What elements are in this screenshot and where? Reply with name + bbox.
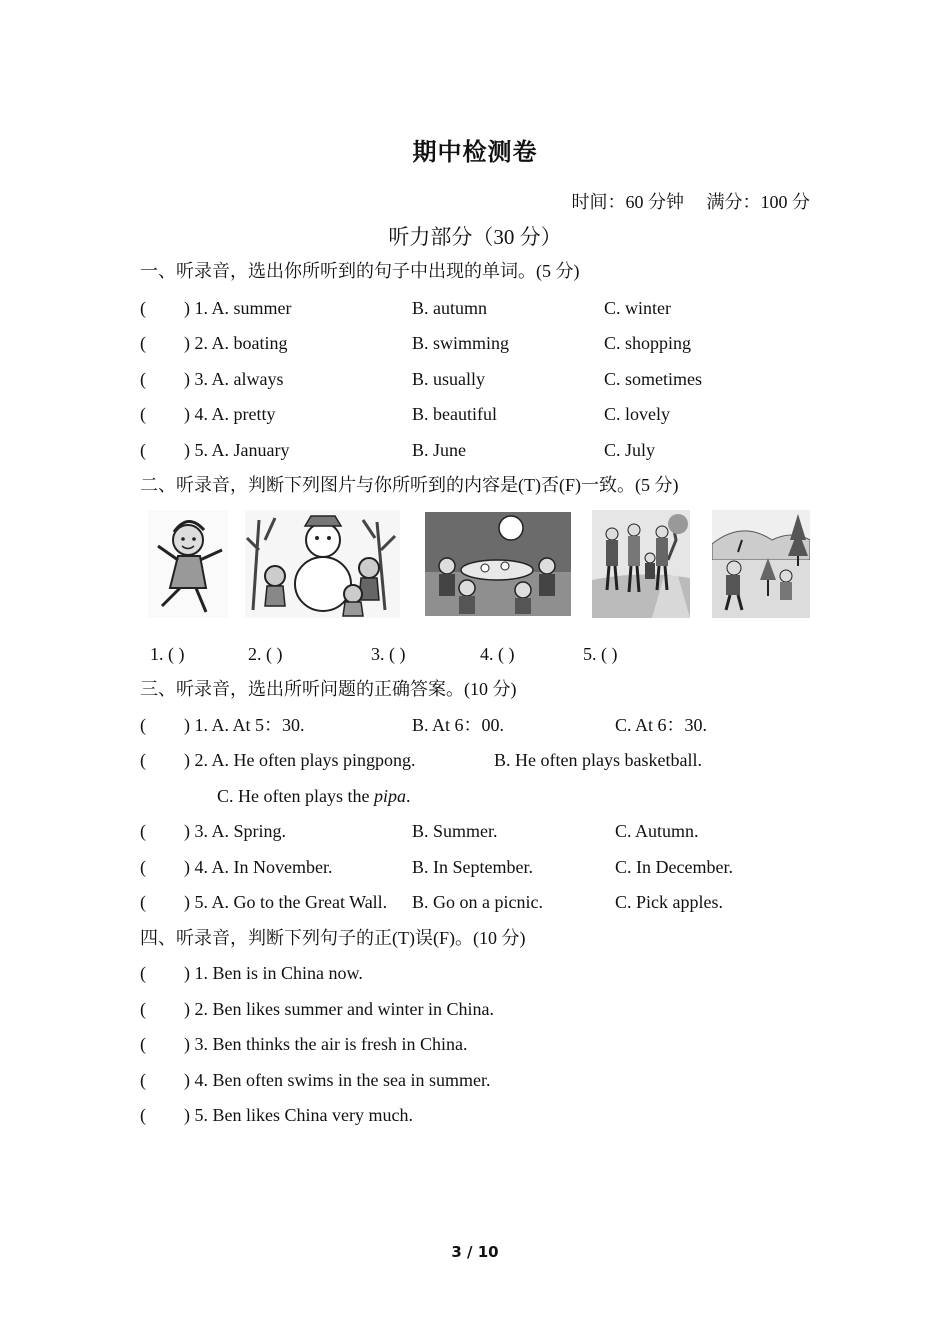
page-number: 3 / 10 [451,1243,499,1261]
answer-paren-close: ) [184,298,190,318]
question-row [140,437,740,463]
option-a: 3. A. always [194,369,284,389]
planting-trees-picture [712,510,810,618]
picture-answer: 3. ( ) [371,644,406,664]
question-row [140,818,760,844]
answer-paren-close: ) [184,892,190,912]
option-b: B. beautiful [412,404,497,424]
question-row [140,854,760,880]
option-c: C. Pick apples. [615,892,723,912]
statement-row [140,996,494,1022]
option-a: 2. A. boating [194,333,288,353]
answer-paren-open: ( [140,857,146,877]
statement-row [140,1067,490,1093]
answer-paren-open: ( [140,1070,146,1090]
question-row [140,366,740,392]
exam-meta [554,188,811,214]
question-row [140,712,760,738]
answer-paren-open: ( [140,1034,146,1054]
answer-paren-close: ) [184,963,190,983]
section-3-heading: 三、听录音，选出所听问题的正确答案。(10 分) [140,679,517,699]
answer-paren-open: ( [140,892,146,912]
answer-paren-open: ( [140,750,146,770]
answer-paren-open: ( [140,369,146,389]
section-4-heading: 四、听录音，判断下列句子的正(T)误(F)。(10 分) [140,928,526,948]
statement-text: 5. Ben likes China very much. [194,1105,413,1125]
dancing-girl-picture [148,510,228,618]
snowman-picture [245,510,400,618]
statement-text: 3. Ben thinks the air is fresh in China. [194,1034,468,1054]
option-c-emphasis: pipa [373,786,406,806]
option-c-line [217,783,410,809]
answer-paren-open: ( [140,715,146,735]
option-b: B. At 6：00. [412,715,505,735]
statement-text: 2. Ben likes summer and winter in China. [194,999,494,1019]
question-row [140,295,740,321]
option-a: 5. A. January [194,440,290,460]
answer-paren-open: ( [140,1105,146,1125]
answer-paren-close: ) [184,440,190,460]
option-a: 2. A. He often plays pingpong. [194,750,416,770]
answer-paren-close: ) [184,821,190,841]
answer-paren-close: ) [184,857,190,877]
option-c: C. At 6：30. [615,715,708,735]
part-title: 听力部分（30 分） [388,225,562,249]
answer-paren-open: ( [140,440,146,460]
option-c: C. In December. [615,857,733,877]
question-row [140,747,760,773]
option-a: 5. A. Go to the Great Wall. [194,892,388,912]
option-a: 3. A. Spring. [194,821,287,841]
option-b: B. In September. [412,857,533,877]
picture-answer: 1. ( ) [150,644,185,664]
answer-paren-close: ) [184,999,190,1019]
option-c-end: . [405,786,411,806]
option-c: C. Autumn. [615,821,699,841]
answer-paren-close: ) [184,1070,190,1090]
answer-paren-close: ) [184,715,190,735]
question-row [140,889,760,915]
option-b: B. swimming [412,333,510,353]
page-title: 期中检测卷 [412,138,538,166]
answer-paren-open: ( [140,963,146,983]
section-2-heading: 二、听录音，判断下列图片与你所听到的内容是(T)否(F)一致。(5 分) [140,475,679,495]
statement-text: 1. Ben is in China now. [194,963,363,983]
answer-paren-open: ( [140,333,146,353]
answer-paren-close: ) [184,404,190,424]
answer-paren-open: ( [140,821,146,841]
family-walk-picture [592,510,690,618]
time-limit: 时间：60 分钟 [571,192,684,212]
statement-row [140,960,363,986]
answer-paren-open: ( [140,298,146,318]
answer-paren-close: ) [184,369,190,389]
section-1-heading: 一、听录音，选出你所听到的句子中出现的单词。(5 分) [140,261,580,281]
answer-paren-open: ( [140,404,146,424]
answer-paren-open: ( [140,999,146,1019]
option-c: C. shopping [604,333,692,353]
answer-paren-close: ) [184,1105,190,1125]
picture-answer: 2. ( ) [248,644,283,664]
option-c: C. He often plays the [217,786,374,806]
option-b: B. autumn [412,298,487,318]
full-score: 满分：100 分 [706,192,810,212]
question-row [140,401,740,427]
option-b: B. usually [412,369,486,389]
option-b: B. He often plays basketball. [494,750,702,770]
option-a: 1. A. At 5：30. [194,715,305,735]
option-c: C. sometimes [604,369,702,389]
question-row [140,330,740,356]
picture-answer: 5. ( ) [583,644,618,664]
answer-paren-close: ) [184,750,190,770]
option-b: B. Summer. [412,821,498,841]
option-a: 1. A. summer [194,298,292,318]
option-c: C. July [604,440,656,460]
option-b: B. June [412,440,466,460]
answer-paren-close: ) [184,333,190,353]
statement-text: 4. Ben often swims in the sea in summer. [194,1070,491,1090]
statement-row [140,1102,413,1128]
picture-strip [140,510,810,620]
option-a: 4. A. pretty [194,404,276,424]
picture-answer: 4. ( ) [480,644,515,664]
option-a: 4. A. In November. [194,857,333,877]
option-c: C. winter [604,298,671,318]
moon-family-picture [425,510,571,618]
statement-row [140,1031,467,1057]
answer-paren-close: ) [184,1034,190,1054]
option-b: B. Go on a picnic. [412,892,543,912]
option-c: C. lovely [604,404,670,424]
